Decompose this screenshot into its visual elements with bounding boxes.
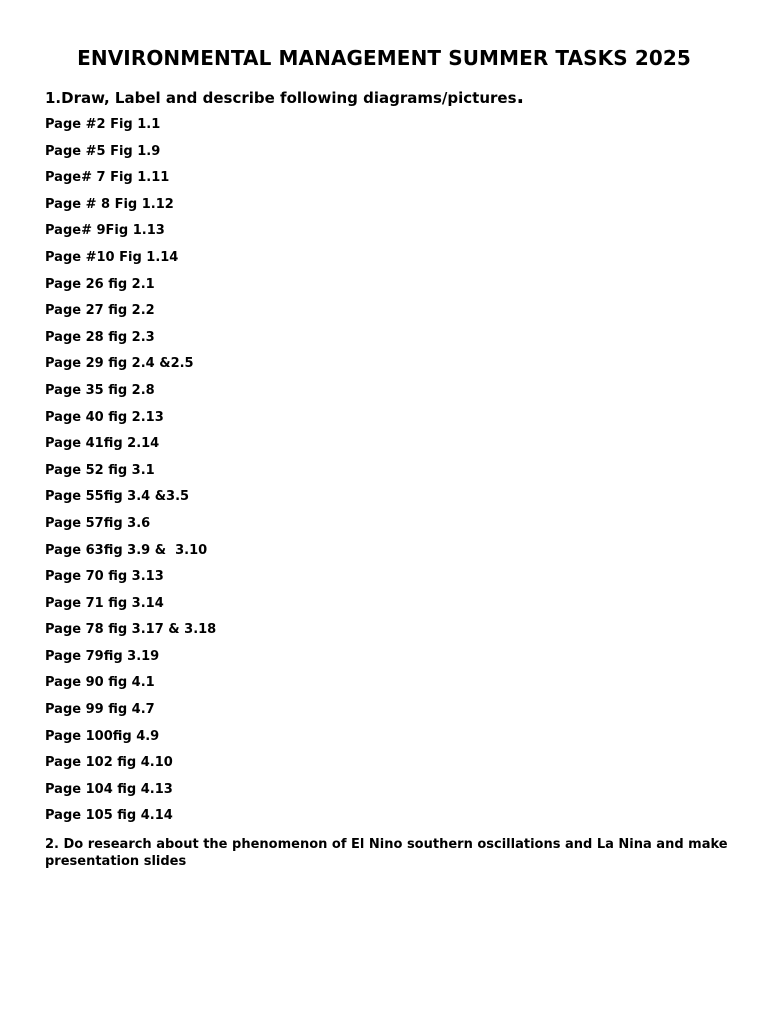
figure-list-item: Page 28 fig 2.3 (45, 329, 155, 345)
task-1-heading-period: . (516, 84, 525, 108)
figure-list-item: Page #10 Fig 1.14 (45, 249, 179, 265)
figure-list-item: Page 40 fig 2.13 (45, 409, 164, 425)
figure-list-item: Page 71 fig 3.14 (45, 595, 164, 611)
figure-list (45, 117, 216, 835)
figure-list-item: Page 27 fig 2.2 (45, 303, 155, 319)
figure-list-item: Page 78 fig 3.17 & 3.18 (45, 622, 217, 638)
figure-list-item: Page 104 fig 4.13 (45, 781, 173, 797)
figure-list-item: Page 57fig 3.6 (45, 515, 151, 531)
task-1-heading-text: 1.Draw, Label and describe following diagrams/pictures (45, 89, 517, 107)
figure-list-item: Page 55fig 3.4 &3.5 (45, 489, 190, 505)
figure-list-item: Page# 7 Fig 1.11 (45, 170, 170, 186)
figure-list-item: Page 41fig 2.14 (45, 436, 160, 452)
task-1-heading (45, 86, 524, 108)
figure-list-item: Page 100fig 4.9 (45, 728, 160, 744)
figure-list-item: Page 90 fig 4.1 (45, 675, 155, 691)
figure-list-item: Page 35 fig 2.8 (45, 382, 155, 398)
figure-list-item: Page 70 fig 3.13 (45, 569, 164, 585)
figure-list-item: Page 52 fig 3.1 (45, 462, 155, 478)
figure-list-item: Page 29 fig 2.4 &2.5 (45, 356, 194, 372)
figure-list-item: Page #2 Fig 1.1 (45, 117, 161, 132)
task-2-text: 2. Do research about the phenomenon of El Nino southern oscillations and La Nina and make presentation slides (45, 837, 728, 869)
figure-list-item: Page 105 fig 4.14 (45, 808, 173, 824)
figure-list-item: Page #5 Fig 1.9 (45, 143, 161, 159)
document-title: ENVIRONMENTAL MANAGEMENT SUMMER TASKS 2025 (77, 46, 691, 70)
figure-list-item: Page 102 fig 4.10 (45, 755, 173, 771)
figure-list-item: Page 63fig 3.9 & 3.10 (45, 542, 208, 558)
figure-list-item: Page # 8 Fig 1.12 (45, 196, 174, 212)
figure-list-item: Page 99 fig 4.7 (45, 702, 155, 718)
figure-list-item: Page# 9Fig 1.13 (45, 223, 165, 239)
figure-list-item: Page 79fig 3.19 (45, 648, 160, 664)
figure-list-item: Page 26 fig 2.1 (45, 276, 155, 292)
